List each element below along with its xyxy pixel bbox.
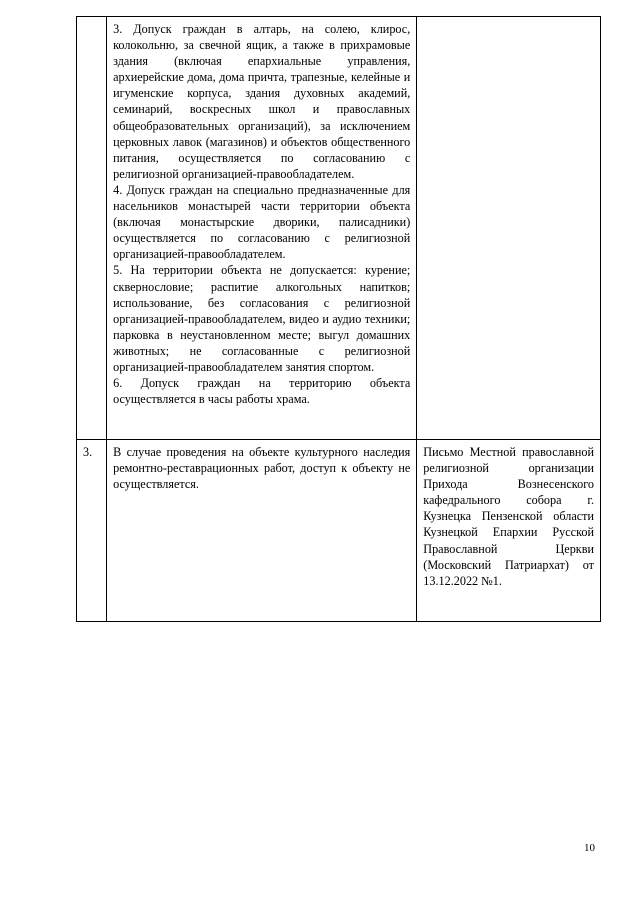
- page-number: 10: [584, 842, 595, 854]
- requirements-cell: [107, 17, 417, 440]
- paragraph-4: 4. Допуск граждан на специально предназначенные для насельников монастырей части территории объекта (включая монастырские дворики, палисадники) осуществляется по согласованию с религиозной организацией-правообладателем.: [113, 182, 411, 262]
- paragraph-3: 3. Допуск граждан в алтарь, на солею, клирос, колокольню, за свечной ящик, а также в прихрамовые здания (включая епархиальные управления, архиерейские дома, дома причта, трапезные, келейные и игуменские корпуса, здания духовных академий, семинарий, воскресных школ и православных общеобразовательных организаций), за исключением церковных лавок (магазинов) и объектов общественного питания, осуществляется по согласованию с религиозной организацией-правообладателем.: [113, 22, 411, 181]
- document-table: [76, 16, 601, 622]
- table-row: [77, 17, 601, 440]
- row-number-cell: [77, 17, 107, 440]
- source-cell: Письмо Местной православной религиозной организации Прихода Вознесенского кафедрального собора г. Кузнецка Пензенской области Кузнецкой Епархии Русской Православной Церкви (Московский Патриархат) от 13.12.2022 №1.: [417, 440, 601, 622]
- paragraph-restoration: В случае проведения на объекте культурного наследия ремонтно-реставрационных работ, доступ к объекту не осуществляется.: [113, 445, 411, 492]
- paragraph-6: 6. Допуск граждан на территорию объекта осуществляется в часы работы храма.: [113, 376, 411, 407]
- source-cell: [417, 17, 601, 440]
- row-number-cell: 3.: [77, 440, 107, 622]
- table-row: [77, 440, 601, 622]
- paragraph-5: 5. На территории объекта не допускается: курение; сквернословие; распитие алкогольных напитков; использование, без согласования с религиозной организацией-правообладателем, видео и аудио техники; парковка в неустановленном месте; выгул домашних животных; не согласованные с религиозной организацией-правообладателем занятия спортом.: [113, 263, 411, 374]
- requirements-cell: [107, 440, 417, 622]
